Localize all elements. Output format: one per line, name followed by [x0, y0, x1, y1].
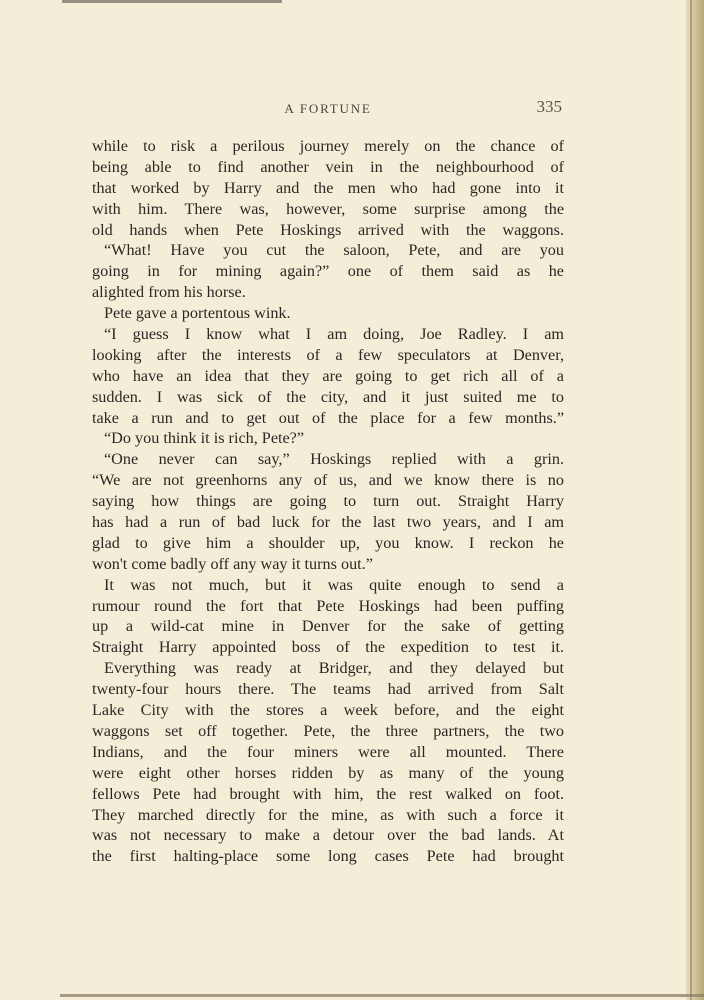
- text-line: waggons set off together. Pete, the three partners, the two: [92, 721, 564, 740]
- text-line: Indians, and the four miners were all mounted. There: [92, 742, 564, 761]
- top-edge-rule: [62, 0, 282, 3]
- text-line: rumour round the fort that Pete Hoskings had been puffing: [92, 596, 564, 615]
- text-line: take a run and to get out of the place for a few months.”: [92, 408, 564, 427]
- text-line: with him. There was, however, some surprise among the: [92, 199, 564, 218]
- text-line: that worked by Harry and the men who had gone into it: [92, 178, 564, 197]
- text-line: They marched directly for the mine, as with such a force it: [92, 805, 564, 824]
- text-line: Everything was ready at Bridger, and they delayed but: [104, 659, 564, 678]
- text-line: going in for mining again?” one of them said as he: [92, 262, 564, 281]
- page-bottom-edge: [60, 994, 704, 997]
- running-head: A FORTUNE: [284, 101, 372, 116]
- text-line: while to risk a perilous journey merely on the chance of: [92, 137, 564, 155]
- text-line: saying how things are going to turn out. Straight Harry: [92, 492, 564, 511]
- text-line: “What! Have you cut the saloon, Pete, and are you: [104, 241, 564, 260]
- text-line: fellows Pete had brought with him, the rest walked on foot.: [92, 784, 564, 803]
- text-line: won't come badly off any way it turns out.”: [92, 554, 373, 573]
- text-line: alighted from his horse.: [92, 283, 246, 302]
- text-line: being able to find another vein in the neighbourhood of: [92, 157, 564, 176]
- text-line: the first halting-place some long cases Pete had brought: [92, 847, 564, 866]
- page-header: [92, 97, 564, 121]
- text-line: looking after the interests of a few speculators at Denver,: [92, 345, 564, 364]
- text-line: Lake City with the stores a week before, and the eight: [92, 701, 564, 720]
- text-line: has had a run of bad luck for the last two years, and I am: [92, 513, 564, 532]
- text-line: “One never can say,” Hoskings replied with a grin.: [104, 450, 564, 469]
- text-line: up a wild-cat mine in Denver for the sake of getting: [92, 617, 564, 636]
- text-line: who have an idea that they are going to get rich all of a: [92, 366, 564, 385]
- page-right-edge: [686, 0, 704, 1000]
- text-line: “Do you think it is rich, Pete?”: [104, 429, 305, 448]
- page-number: 335: [536, 97, 562, 116]
- text-line: “We are not greenhorns any of us, and we know there is no: [92, 471, 564, 490]
- page-fold-line: [690, 0, 692, 1000]
- text-line: were eight other horses ridden by as many of the young: [92, 763, 564, 782]
- text-line: glad to give him a shoulder up, you know. I reckon he: [92, 533, 564, 552]
- text-line: It was not much, but it was quite enough to send a: [104, 575, 564, 594]
- text-line: “I guess I know what I am doing, Joe Radley. I am: [104, 325, 564, 344]
- body-text: [92, 136, 564, 867]
- text-line: was not necessary to make a detour over the bad lands. At: [92, 826, 564, 845]
- text-line: Pete gave a portentous wink.: [104, 304, 291, 323]
- text-line: old hands when Pete Hoskings arrived with the waggons.: [92, 220, 564, 239]
- text-line: twenty-four hours there. The teams had arrived from Salt: [92, 680, 564, 699]
- text-line: Straight Harry appointed boss of the expedition to test it.: [92, 638, 564, 657]
- text-line: sudden. I was sick of the city, and it just suited me to: [92, 387, 564, 406]
